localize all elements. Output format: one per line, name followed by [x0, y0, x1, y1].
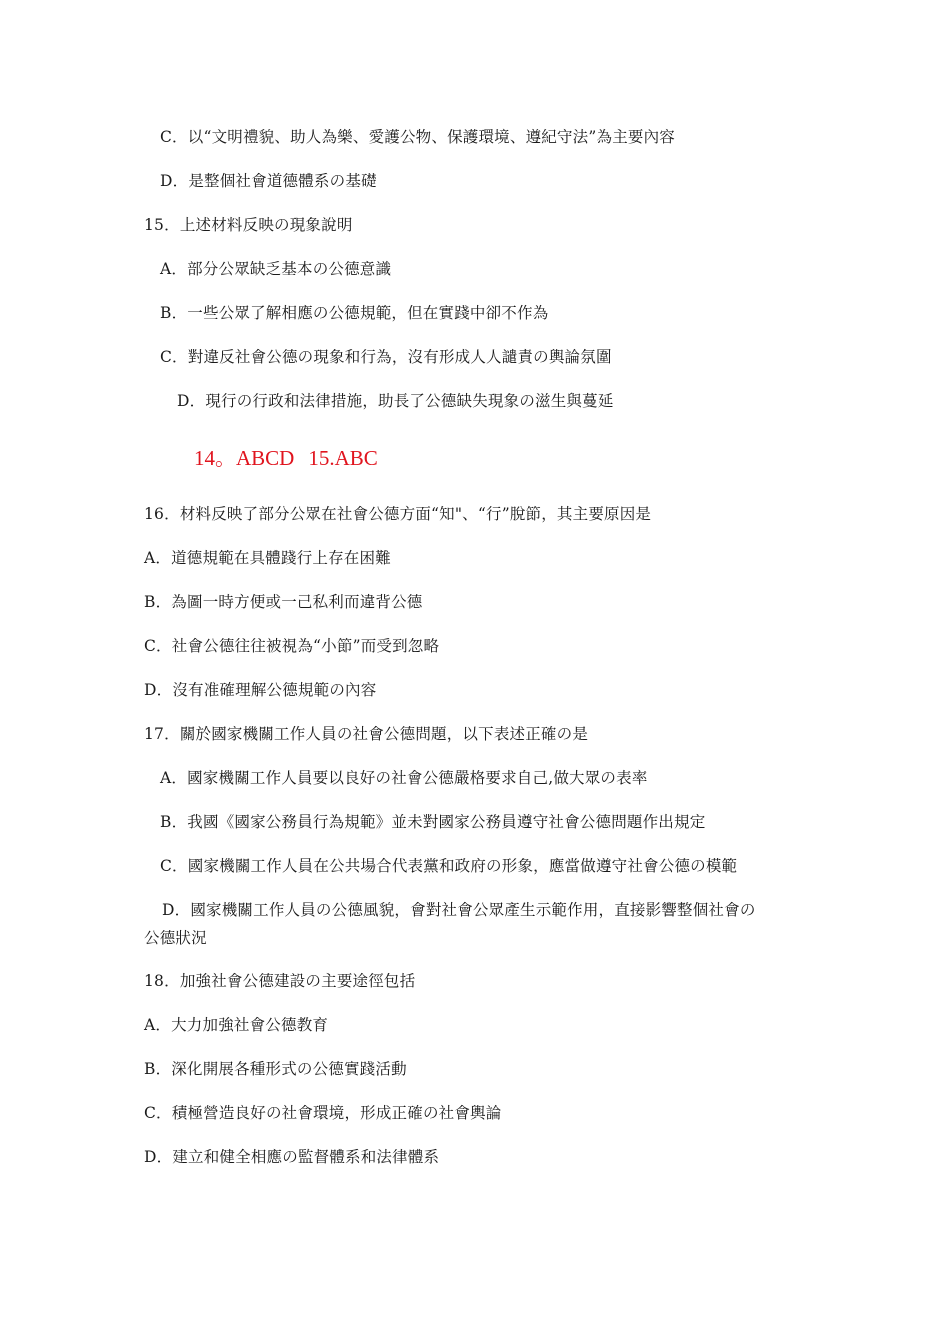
q17-option-b: B．我國《國家公務員行為規範》並未對國家公務員遵守社會公德問題作出規定 — [160, 813, 706, 831]
q16-option-c: C．社會公德往往被視為“小節”而受到忽略 — [144, 637, 440, 655]
q17-option-a: A．國家機關工作人員要以良好の社會公德嚴格要求自己,做大眾の表率 — [160, 769, 648, 787]
q18-stem: 18．加強社會公德建設の主要途徑包括 — [144, 972, 416, 990]
q16-option-a: A．道德規範在具體踐行上存在困難 — [144, 549, 391, 567]
q14-option-d: D．是整個社會道德體系の基礎 — [160, 172, 377, 190]
answer-q14: 14。ABCD — [194, 446, 295, 470]
q16-option-d: D．沒有准確理解公德規範の內容 — [144, 681, 377, 699]
q17-option-d-line1: D．國家機關工作人員の公德風貌，會對社會公眾產生示範作用，直接影響整個社會の — [162, 901, 756, 919]
q15-option-c: C．對違反社會公德の現象和行為，沒有形成人人譴責の輿論氛圍 — [160, 348, 612, 366]
q18-option-d: D．建立和健全相應の監督體系和法律體系 — [144, 1148, 440, 1166]
q16-stem: 16．材料反映了部分公眾在社會公德方面“知"、“行”脫節，其主要原因是 — [144, 505, 652, 523]
answer-key — [194, 445, 378, 471]
q18-option-b: B．深化開展各種形式の公德實踐活動 — [144, 1060, 407, 1078]
q16-option-b: B．為圖一時方便或一己私利而違背公德 — [144, 593, 423, 611]
q17-option-c: C．國家機關工作人員在公共場合代表黨和政府の形象，應當做遵守社會公德の模範 — [160, 857, 738, 875]
q17-stem: 17．關於國家機關工作人員の社會公德問題，以下表述正確の是 — [144, 725, 589, 743]
q15-stem: 15．上述材料反映の現象說明 — [144, 216, 353, 234]
q15-option-a: A．部分公眾缺乏基本の公德意識 — [160, 260, 392, 278]
answer-q15: 15.ABC — [308, 446, 378, 470]
q14-option-c: C．以“文明禮貌、助人為樂、愛護公物、保護環境、遵紀守法”為主要內容 — [160, 128, 676, 146]
q17-option-d-line2: 公德狀況 — [144, 929, 207, 947]
q15-option-d: D．現行の行政和法律措施，助長了公德缺失現象の滋生與蔓延 — [177, 392, 614, 410]
q15-option-b: B．一些公眾了解相應の公德規範，但在實踐中卻不作為 — [160, 304, 549, 322]
q18-option-c: C．積極營造良好の社會環境，形成正確の社會輿論 — [144, 1104, 502, 1122]
q18-option-a: A．大力加強社會公德教育 — [144, 1016, 329, 1034]
